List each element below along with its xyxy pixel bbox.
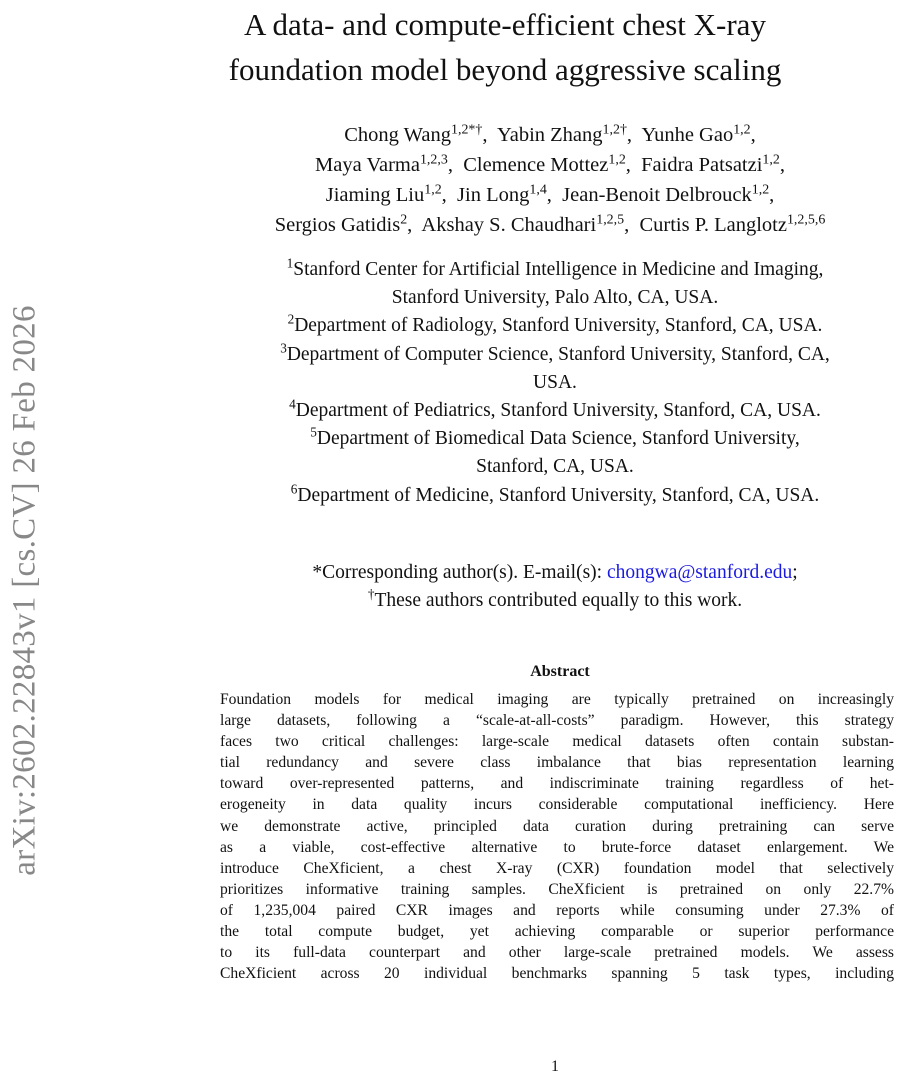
author-name: Yabin Zhang [496,124,603,146]
affiliation-line [190,482,916,510]
author-name: Faidra Patsatzi [641,154,763,176]
author [326,184,457,206]
author [463,154,641,176]
affiliation-number: 4 [289,396,296,412]
affiliations [190,256,916,510]
author [315,154,463,176]
author [344,124,497,146]
title-line: foundation model beyond aggressive scaling [228,52,782,87]
abstract-line: as a viable, cost-effective alternative to brute-force dataset enlargement. We [220,838,894,856]
affiliation-line [190,453,916,481]
author-name: Jean-Benoit Delbrouck [562,184,752,206]
author-affiliation-marks: 2 [400,212,408,228]
author [639,214,825,236]
arxiv-identifier: arXiv:2602.22843v1 [cs.CV] 26 Feb 2026 [6,305,43,876]
author-list [170,120,916,240]
author-affiliation-marks: 1,2 [762,152,780,168]
author [457,184,562,206]
affiliation-text: Stanford Center for Artificial Intelligence in Medicine and Imaging, [293,259,824,280]
abstract-line: Foundation models for medical imaging are typically pretrained on increasingly [220,691,894,708]
author-name: Clemence Mottez [463,154,609,176]
corresponding-label: *Corresponding author(s). E-mail(s): [312,562,607,583]
separator: , [407,214,422,236]
author-affiliation-marks: 1,2,3 [419,152,448,168]
author [562,184,774,206]
author-affiliation-marks: 1,4 [529,182,547,198]
affiliation-line [190,341,916,369]
affiliation-number: 3 [280,340,287,356]
email-link[interactable]: chongwa@stanford.edu [606,562,793,583]
affiliation-text: Stanford University, Palo Alto, CA, USA. [391,287,719,309]
author-affiliation-marks: 1,2 [608,152,626,168]
paper-title [150,2,860,92]
separator: , [546,184,563,206]
author-name: Jiaming Liu [325,184,425,206]
author-line [170,210,916,240]
author-name: Maya Varma [315,154,420,176]
abstract-heading: Abstract [530,663,590,680]
equal-contribution-note: These authors contributed equally to this work. [374,590,743,611]
author [642,124,756,146]
correspondence [190,559,916,615]
author [275,214,422,236]
affiliation-text: USA. [533,371,577,393]
author-affiliation-marks: 1,2,5,6 [786,212,826,228]
affiliation-number: 1 [286,255,294,271]
author-affiliation-marks: 1,2† [602,122,627,138]
affiliation-number: 5 [310,424,317,440]
author-line [170,120,916,150]
affiliation-text: Department of Radiology, Stanford University, Stanford, CA, USA. [294,315,823,337]
affiliation-line [190,397,916,425]
author-name: Yunhe Gao [641,124,734,146]
abstract-line: large datasets, following a “scale-at-all-costs” paradigm. However, this strategy [220,712,894,730]
author-name: Jin Long [457,184,530,206]
affiliation-line [190,425,916,453]
affiliation-number: 2 [287,312,295,328]
author-name: Curtis P. Langlotz [639,214,787,236]
abstract-line: we demonstrate active, principled data curation during pretraining can serve [220,817,894,835]
title-line: A data- and compute-efficient chest X-ray [244,7,766,42]
abstract-line: of 1,235,004 paired CXR images and reports while consuming under 27.3% of [220,901,894,919]
abstract-line: erogeneity in data quality incurs considerable computational inefficiency. Here [220,796,894,814]
abstract-line: faces two critical challenges: large-scale medical datasets often contain substan- [220,733,894,751]
abstract-line: tial redundancy and severe class imbalance that bias representation learning [220,754,894,772]
author-line [170,180,916,210]
author-affiliation-marks: 1,2 [751,182,770,198]
separator: , [441,184,458,206]
abstract-line: toward over-represented patterns, and indiscriminate training regardless of het- [220,775,894,793]
page-number: 1 [551,1058,559,1075]
abstract-line: introduce CheXficient, a chest X-ray (CXR) foundation model that selectively [220,859,894,877]
dagger-mark: † [367,586,375,602]
punctuation: ; [792,562,798,583]
separator: , [769,184,775,206]
author-affiliation-marks: 1,2 [733,122,751,138]
affiliation-line [190,284,916,312]
author-affiliation-marks: 1,2,5 [596,212,625,228]
separator: , [750,124,756,146]
abstract-line: the total compute budget, yet achieving comparable or superior performance [220,923,894,941]
affiliation-text: Department of Pediatrics, Stanford University, Stanford, CA, USA. [295,400,821,422]
author-name: Akshay S. Chaudhari [421,214,597,236]
affiliation-text: Stanford, CA, USA. [476,456,634,478]
affiliation-number: 6 [290,481,298,497]
affiliation-text: Department of Computer Science, Stanford University, Stanford, CA, [286,343,830,365]
author-line [170,150,916,180]
author-name: Sergios Gatidis [274,214,401,236]
abstract-line: to its full-data counterpart and other large-scale pretrained models. We assess [220,944,894,962]
separator: , [624,214,640,236]
separator: , [482,124,497,146]
affiliation-line [190,369,916,397]
abstract-line: CheXficient across 20 individual benchmarks spanning 5 task types, including [220,965,894,983]
abstract-line: prioritizes informative training samples. CheXficient is pretrained on only 22.7% [220,880,894,898]
affiliation-text: Department of Biomedical Data Science, Stanford University, [316,428,800,450]
affiliation-line [190,256,916,284]
author [421,214,639,236]
author-affiliation-marks: 1,2*† [450,122,483,138]
author [497,124,642,146]
author-name: Chong Wang [344,124,451,146]
author [641,154,785,176]
separator: , [626,124,642,146]
author-affiliation-marks: 1,2 [424,182,442,198]
affiliation-line [190,312,916,340]
affiliation-text: Department of Medicine, Stanford University, Stanford, CA, USA. [297,484,820,506]
separator: , [447,154,464,176]
separator: , [779,154,785,176]
abstract-body [220,689,894,984]
separator: , [625,154,642,176]
